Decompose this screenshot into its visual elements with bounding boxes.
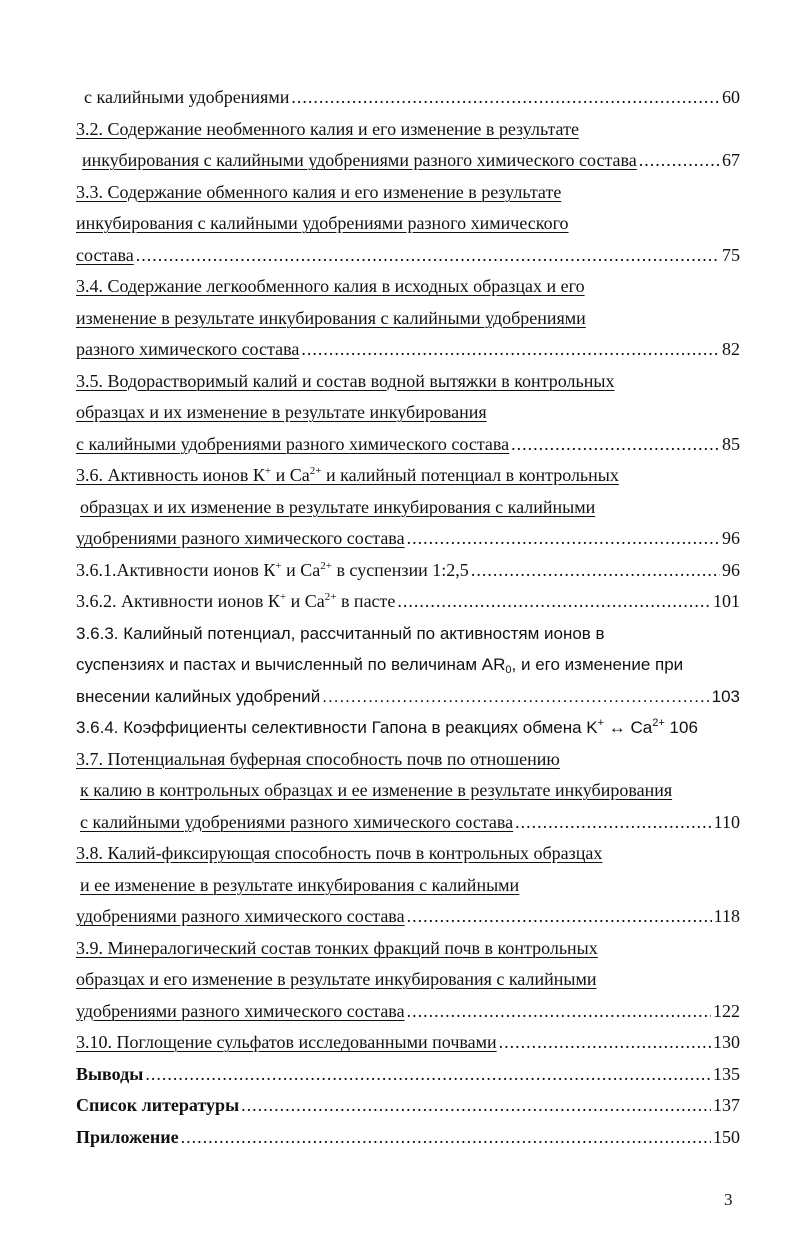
toc-page-number: 85 <box>722 433 740 454</box>
dot-leader <box>511 429 720 461</box>
toc-entry-3-6-1 <box>76 555 740 587</box>
toc-entry-title: Приложение <box>76 1126 179 1147</box>
dot-leader <box>397 586 711 618</box>
toc-page-number: 101 <box>713 591 740 611</box>
toc-text: в пасте <box>336 591 396 611</box>
dot-leader <box>515 807 711 839</box>
dot-leader <box>145 1059 711 1091</box>
toc-entry-3-6-line3 <box>76 523 740 555</box>
toc-entry-3-6-3-line2 <box>76 649 740 681</box>
toc-entry-3-6-4 <box>76 712 740 744</box>
toc-entry-3-5-line3 <box>76 429 740 461</box>
toc-entry-title: удобрениями разного химического состава <box>76 906 405 926</box>
page-number: 3 <box>724 1190 733 1209</box>
toc-page-number: 110 <box>713 811 740 832</box>
toc-page-number: 82 <box>722 339 740 359</box>
toc-entry-3-9-line2: образцах и его изменение в результате инкубирования с калийными <box>76 969 597 989</box>
toc-entry-3-6-line1 <box>76 460 740 492</box>
dot-leader <box>407 996 711 1028</box>
toc-page-number: 130 <box>713 1032 740 1052</box>
toc-entry-title: разного химического состава <box>76 339 300 359</box>
toc-entry-title: удобрениями разного химического состава <box>76 1000 405 1021</box>
toc-page-number: 75 <box>722 244 740 265</box>
toc-page-number: 118 <box>713 906 740 926</box>
toc-text: 3.6.4. Коэффициенты селективности Гапона в реакциях обмена K <box>76 718 598 737</box>
toc-entry-3-4-line1: 3.4. Содержание легкообменного калия в исходных образцах и его <box>76 276 585 296</box>
table-of-contents <box>76 82 740 1153</box>
dot-leader <box>291 82 720 114</box>
toc-entry-conclusions <box>76 1059 740 1091</box>
toc-entry-3-7-line3 <box>76 807 740 839</box>
superscript: 2+ <box>652 717 665 729</box>
toc-entry-3-9-line1: 3.9. Минералогический состав тонких фракций почв в контрольных <box>76 937 598 958</box>
toc-page-number: 60 <box>722 87 740 107</box>
toc-entry-title: Список литературы <box>76 1095 240 1115</box>
toc-entry-3-6-3-line1: 3.6.3. Калийный потенциал, рассчитанный по активностям ионов в <box>76 623 605 643</box>
toc-entry-3-3-line1: 3.3. Содержание обменного калия и его изменение в результате <box>76 181 562 202</box>
dot-leader <box>181 1122 711 1154</box>
toc-text: 3.6. Активность ионов К <box>76 465 265 485</box>
dot-leader <box>639 145 720 177</box>
toc-text: 3.6.2. Активности ионов К <box>76 591 280 611</box>
toc-page-number: 96 <box>722 528 740 548</box>
toc-page-number: 106 <box>664 718 698 737</box>
dot-leader <box>407 523 720 555</box>
toc-entry-3-8-line1: 3.8. Калий-фиксирующая способность почв в контрольных образцах <box>76 843 603 863</box>
toc-entry-3-5-line2: образцах и их изменение в результате инкубирования <box>76 402 487 422</box>
dot-leader <box>322 681 709 713</box>
dot-leader <box>136 240 720 272</box>
toc-entry-3-4-line3 <box>76 334 740 366</box>
toc-entry-appendix <box>76 1122 740 1154</box>
toc-text: и Са <box>286 591 325 611</box>
superscript: + <box>279 591 287 603</box>
subscript: 0 <box>505 664 512 676</box>
toc-entry-title: инкубирования с калийными удобрениями разного химического состава <box>82 150 637 170</box>
toc-text: суспензиях и пастах и вычисленный по величинам AR <box>76 655 506 674</box>
toc-entry-3-3-line3 <box>76 240 740 272</box>
toc-text: и калийный потенциал в контрольных <box>321 465 619 485</box>
dot-leader <box>301 334 720 366</box>
superscript: 2+ <box>309 465 322 477</box>
toc-entry-3-6-line2: образцах и их изменение в результате инкубирования с калийными <box>80 496 596 517</box>
dot-leader <box>499 1027 711 1059</box>
toc-entry-3-6-2 <box>76 586 740 618</box>
toc-entry-3-1-tail <box>76 82 740 114</box>
toc-entry-3-10 <box>76 1027 740 1059</box>
toc-entry-3-4-line2: изменение в результате инкубирования с калийными удобрениями <box>76 307 586 328</box>
toc-entry-title <box>76 586 395 618</box>
toc-page-number: 96 <box>722 559 740 580</box>
toc-entry-title: внесении калийных удобрений <box>76 686 321 706</box>
toc-entry-3-7-line2: к калию в контрольных образцах и ее изменение в результате инкубирования <box>80 780 673 800</box>
toc-page-number: 67 <box>722 150 740 170</box>
superscript: + <box>275 559 282 572</box>
toc-page-number: 103 <box>711 686 740 706</box>
toc-entry-title: удобрениями разного химического состава <box>76 528 405 548</box>
toc-page-number: 137 <box>713 1095 740 1115</box>
dot-leader <box>241 1090 711 1122</box>
toc-page-number: 150 <box>713 1126 740 1147</box>
toc-entry-3-7-line1: 3.7. Потенциальная буферная способность почв по отношению <box>76 748 560 769</box>
toc-entry-title: с калийными удобрениями разного химического состава <box>80 811 514 832</box>
superscript: + <box>597 717 605 729</box>
toc-entry-3-5-line1: 3.5. Водорастворимый калий и состав водной вытяжки в контрольных <box>76 370 615 391</box>
toc-entry-title: 3.10. Поглощение сульфатов исследованными почвами <box>76 1032 497 1052</box>
toc-entry-references <box>76 1090 740 1122</box>
toc-text: ↔ Ca <box>604 718 653 737</box>
toc-text: 3.6.1.Активности ионов К <box>76 559 276 580</box>
toc-entry-3-3-line2: инкубирования с калийными удобрениями разного химического <box>76 213 569 233</box>
toc-text: в суспензии 1:2,5 <box>331 559 469 580</box>
toc-entry-title: с калийными удобрениями <box>84 87 290 107</box>
toc-text: и Са <box>281 559 321 580</box>
toc-entry-title: Выводы <box>76 1063 144 1084</box>
toc-entry-3-2-line2 <box>76 145 740 177</box>
toc-text: и Са <box>271 465 310 485</box>
dot-leader <box>471 555 720 587</box>
toc-page-number: 122 <box>713 1000 740 1021</box>
toc-entry-title: состава <box>76 244 134 265</box>
superscript: + <box>264 465 272 477</box>
toc-page-number: 135 <box>713 1063 740 1084</box>
toc-entry-3-2-line1: 3.2. Содержание необменного калия и его изменение в результате <box>76 118 579 139</box>
toc-entry-title: с калийными удобрениями разного химического состава <box>76 433 510 454</box>
toc-entry-3-8-line2: и ее изменение в результате инкубирования с калийными <box>80 874 520 895</box>
superscript: 2+ <box>324 591 337 603</box>
toc-entry-3-6-3-line3 <box>76 681 740 713</box>
superscript: 2+ <box>320 559 332 572</box>
toc-entry-title <box>76 555 469 587</box>
toc-text: , и его изменение при <box>511 655 684 674</box>
toc-entry-3-9-line3 <box>76 996 740 1028</box>
dot-leader <box>407 901 712 933</box>
toc-entry-3-8-line3 <box>76 901 740 933</box>
